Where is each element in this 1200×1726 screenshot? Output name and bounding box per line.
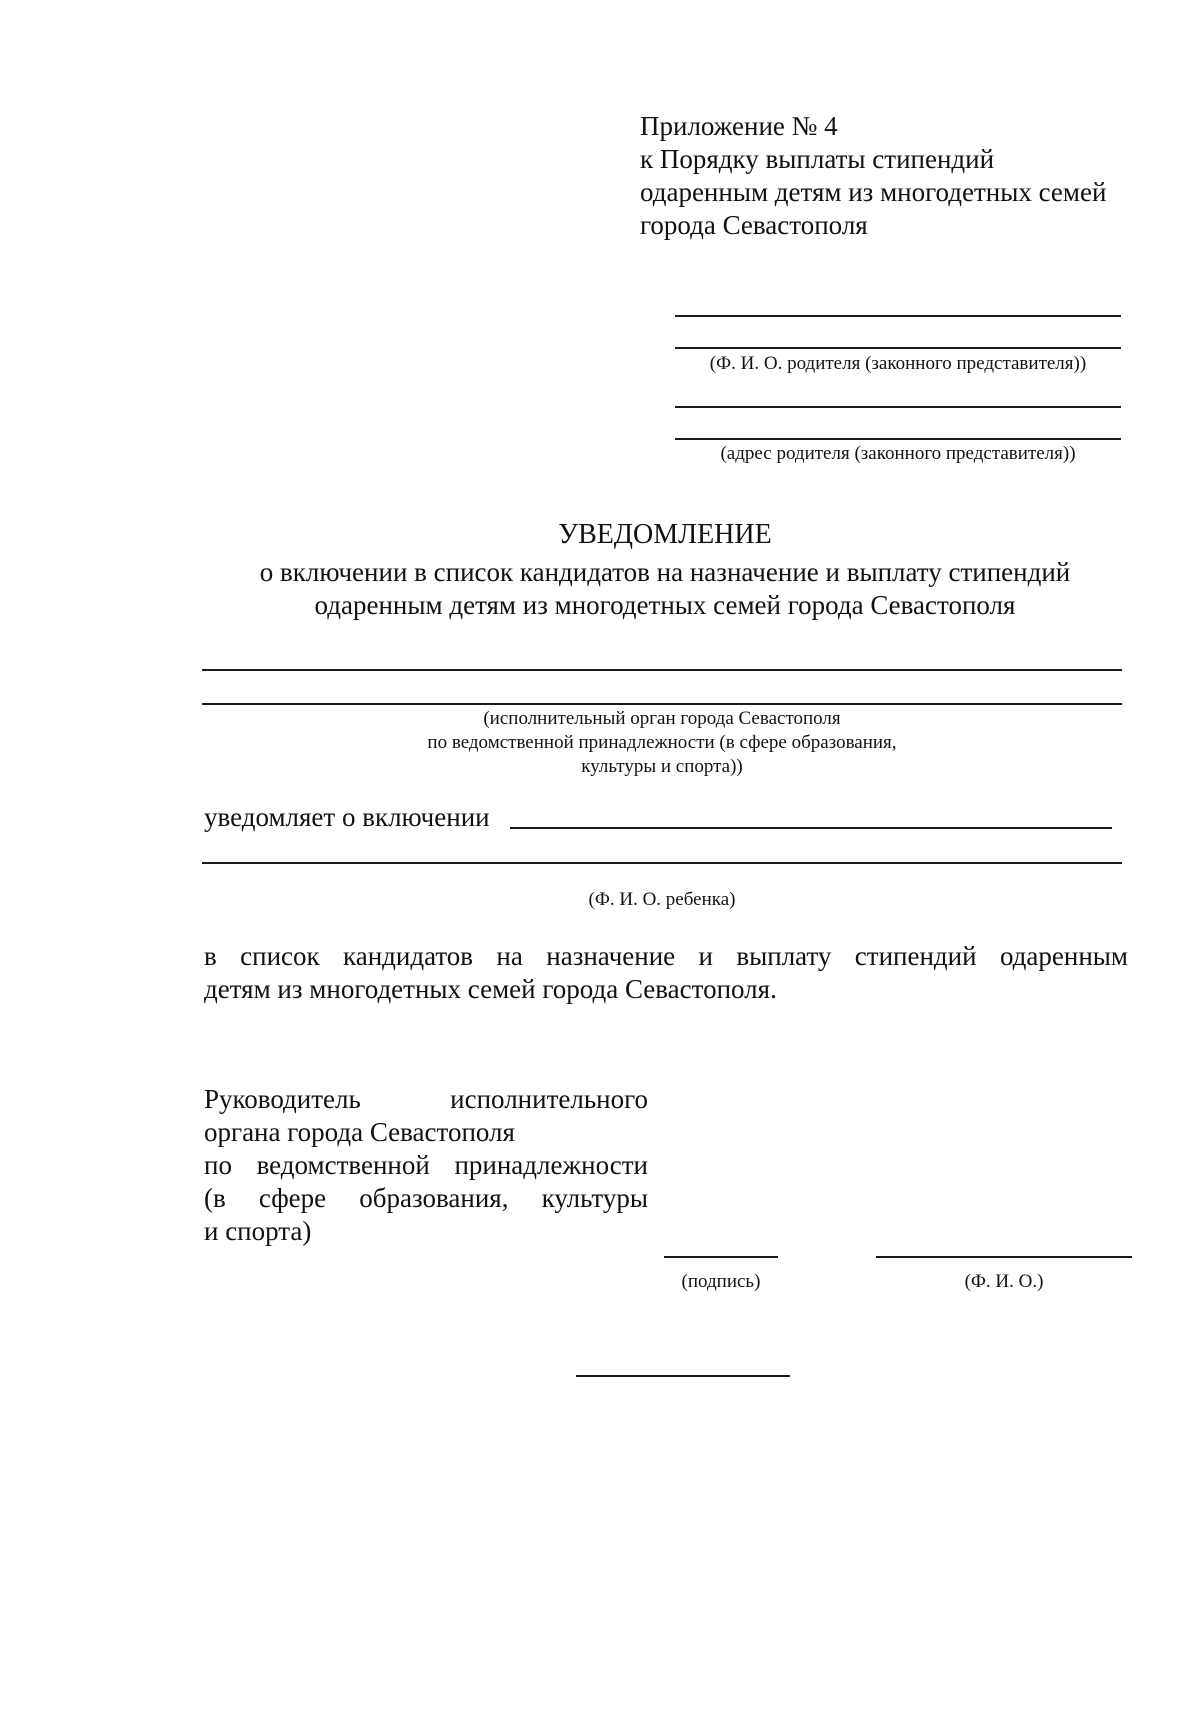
authority-caption-line: (исполнительный орган города Севастополя xyxy=(483,708,841,729)
notice-body-line: детям из многодетных семей города Севастополя. xyxy=(204,974,777,1004)
notice-body xyxy=(204,940,1128,1006)
notice-body-line: в список кандидатов на назначение и выплату стипендий одаренным xyxy=(204,941,1128,971)
child-name-line-2 xyxy=(202,862,1122,864)
name-line xyxy=(876,1256,1132,1258)
authority-caption-line: культуры и спорта)) xyxy=(581,756,743,777)
appendix-line: одаренным детям из многодетных семей xyxy=(640,177,1107,207)
notice-subtitle xyxy=(180,556,1150,622)
authority-line-1 xyxy=(202,669,1122,671)
parent-address-line-1 xyxy=(675,406,1121,408)
name-caption: (Ф. И. О.) xyxy=(964,1271,1044,1292)
child-field-label: уведомляет о включении xyxy=(204,802,490,832)
parent-address-line-2 xyxy=(675,438,1121,440)
parent-name-line-2 xyxy=(675,347,1121,349)
parent-name-caption: (Ф. И. О. родителя (законного представителя)) xyxy=(709,353,1087,374)
authority-line-2 xyxy=(202,703,1122,705)
signature-line xyxy=(664,1256,778,1258)
signatory-line: и спорта) xyxy=(204,1216,312,1246)
appendix-line: к Порядку выплаты стипендий xyxy=(640,144,995,174)
appendix-heading xyxy=(640,110,1160,242)
notice-subtitle-line: одаренным детям из многодетных семей города Севастополя xyxy=(314,590,1016,620)
closing-separator xyxy=(576,1375,790,1377)
appendix-line: города Севастополя xyxy=(640,210,868,240)
signatory-position xyxy=(204,1083,648,1248)
child-name-line-1 xyxy=(510,827,1112,829)
signatory-line: Руководитель исполнительного xyxy=(204,1084,648,1114)
authority-caption xyxy=(202,707,1122,779)
parent-name-line-1 xyxy=(675,315,1121,317)
child-name-caption: (Ф. И. О. ребенка) xyxy=(588,889,736,910)
signatory-line: (в сфере образования, культуры xyxy=(204,1183,648,1213)
signatory-line: органа города Севастополя xyxy=(204,1117,515,1147)
authority-caption-line: по ведомственной принадлежности (в сфере образования, xyxy=(427,732,897,753)
signatory-line: по ведомственной принадлежности xyxy=(204,1150,648,1180)
notice-title: УВЕДОМЛЕНИЕ xyxy=(558,519,772,550)
notice-subtitle-line: о включении в список кандидатов на назначение и выплату стипендий xyxy=(259,557,1071,587)
parent-address-caption: (адрес родителя (законного представителя)) xyxy=(720,443,1076,464)
signature-caption: (подпись) xyxy=(681,1271,761,1292)
appendix-number: Приложение № 4 xyxy=(640,111,838,141)
